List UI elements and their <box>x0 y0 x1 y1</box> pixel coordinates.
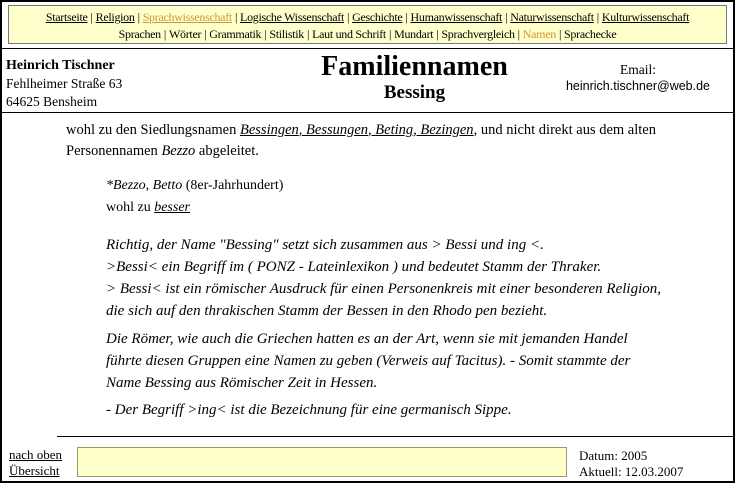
nav-link-laut-und-schrift[interactable]: Laut und Schrift <box>312 27 386 41</box>
date-updated: Aktuell: 12.03.2007 <box>579 464 684 479</box>
nav-link-woerter[interactable]: Wörter <box>168 27 202 41</box>
nav-separator: | <box>596 10 599 24</box>
nav-link-sprachwissenschaft[interactable]: Sprachwissenschaft <box>142 10 232 24</box>
richtig-line: die sich auf den thrakischen Stamm der Bessen in den Rhodo pen bezieht. <box>106 303 548 319</box>
title-block <box>286 49 543 112</box>
nav-link-startseite[interactable]: Startseite <box>45 10 88 24</box>
nav-link-grammatik[interactable]: Grammatik <box>209 27 262 41</box>
name-bezzo-betto: *Bezzo, Betto <box>106 178 183 193</box>
paragraph-bezzo <box>106 175 693 219</box>
link-beting[interactable]: Beting <box>375 122 414 138</box>
paragraph-roemer <box>106 328 693 394</box>
nav-link-geschichte[interactable]: Geschichte <box>352 10 403 24</box>
nav-link-namen-current[interactable]: Namen <box>522 27 556 41</box>
footer-divider <box>57 436 733 437</box>
nav-separator: | <box>90 10 93 24</box>
article-content <box>2 113 733 421</box>
link-separator: , <box>368 122 376 138</box>
nav-separator: | <box>234 10 238 24</box>
uebersicht-link[interactable]: Übersicht <box>9 462 60 478</box>
nav-row-main <box>9 9 726 26</box>
nav-link-sprachecke[interactable]: Sprachecke <box>564 27 617 41</box>
nav-link-religion[interactable]: Religion <box>95 10 135 24</box>
nav-link-logische-wissenschaft[interactable]: Logische Wissenschaft <box>240 10 345 24</box>
link-bessingen[interactable]: Bessingen <box>239 122 299 138</box>
page-subtitle: Bessing <box>383 82 446 103</box>
nav-link-naturwissenschaft[interactable]: Naturwissenschaft <box>510 10 594 24</box>
footer-note-box <box>77 447 567 477</box>
nav-link-humanwissenschaft[interactable]: Humanwissenschaft <box>410 10 503 24</box>
nav-separator: | <box>517 27 520 41</box>
author-street: Fehlheimer Straße 63 <box>6 76 123 91</box>
roemer-line: Die Römer, wie auch die Griechen hatten es an der Art, wenn sie mit jemanden Handel <box>106 331 628 347</box>
paragraph-richtig <box>106 234 693 322</box>
page-footer <box>2 440 733 481</box>
richtig-line: Richtig, der Name "Bessing" setzt sich zusammen aus > Bessi und ing <. <box>106 237 544 253</box>
main-frame <box>2 48 733 481</box>
date-created: Datum: 2005 <box>579 448 648 463</box>
email-block <box>543 49 733 112</box>
nav-separator: | <box>436 27 439 41</box>
paragraph-intro <box>66 120 693 162</box>
nav-link-stilistik[interactable]: Stilistik <box>269 27 304 41</box>
link-besser[interactable]: besser <box>154 200 190 215</box>
bezzo-line-1 <box>106 175 693 197</box>
nach-oben-link[interactable]: nach oben <box>9 447 63 462</box>
page-header <box>2 49 733 113</box>
author-address <box>2 49 286 112</box>
nav-separator: | <box>405 10 408 24</box>
intro-text: abgeleitet. <box>195 143 259 159</box>
link-separator: , <box>298 122 307 138</box>
intro-text: Personennamen <box>66 143 162 159</box>
paragraph-ing <box>106 399 693 421</box>
nav-link-sprachen[interactable]: Sprachen <box>118 27 161 41</box>
bezzo-text: wohl zu <box>106 200 155 215</box>
nav-separator: | <box>137 10 140 24</box>
nav-separator: | <box>307 27 310 41</box>
email-link[interactable]: heinrich.tischner@web.de <box>565 79 710 93</box>
bezzo-line-2 <box>106 197 693 219</box>
email-label: Email: <box>620 62 656 77</box>
roemer-line: führte diesen Gruppen eine Namen zu geben (Verweis auf Tacitus). - Somit stammte der <box>106 353 631 369</box>
nav-separator: | <box>558 27 562 41</box>
nav-separator: | <box>163 27 166 41</box>
nav-separator: | <box>505 10 508 24</box>
link-separator: , <box>413 122 421 138</box>
name-bezzo: Bezzo <box>161 143 196 159</box>
link-bessungen[interactable]: Bessungen <box>306 122 369 138</box>
nav-link-mundart[interactable]: Mundart <box>394 27 434 41</box>
nav-link-sprachvergleich[interactable]: Sprachvergleich <box>441 27 515 41</box>
ing-line: - Der Begriff >ing< ist die Bezeichnung für eine germanisch Sippe. <box>106 402 512 418</box>
intro-line-1 <box>66 120 693 141</box>
intro-text: , und nicht direkt aus dem alten <box>473 122 656 138</box>
roemer-line: Name Bessing aus Römischer Zeit in Hessen. <box>106 375 378 391</box>
intro-text: wohl zu den Siedlungsnamen <box>66 122 240 138</box>
nav-separator: | <box>388 27 392 41</box>
link-bezingen[interactable]: Bezingen <box>420 122 474 138</box>
intro-line-2 <box>66 141 693 162</box>
nav-link-kulturwissenschaft[interactable]: Kulturwissenschaft <box>601 10 690 24</box>
footer-dates <box>579 448 683 480</box>
nav-separator: | <box>347 10 350 24</box>
page-title: Familiennamen <box>321 51 508 82</box>
richtig-line: >Bessi< ein Begriff im ( PONZ - Lateinlexikon ) und bedeutet Stamm der Thraker. <box>106 259 602 275</box>
nav-separator: | <box>264 27 267 41</box>
nav-separator: | <box>204 27 207 41</box>
nav-row-sub <box>9 26 726 43</box>
richtig-line: > Bessi< ist ein römischer Ausdruck für einen Personenkreis mit einer besonderen Religion, <box>106 281 662 297</box>
footer-links <box>9 447 62 478</box>
author-city: 64625 Bensheim <box>6 94 98 109</box>
author-name: Heinrich Tischner <box>6 58 115 73</box>
top-nav <box>8 5 727 44</box>
bezzo-date: (8er-Jahrhundert) <box>182 178 284 193</box>
